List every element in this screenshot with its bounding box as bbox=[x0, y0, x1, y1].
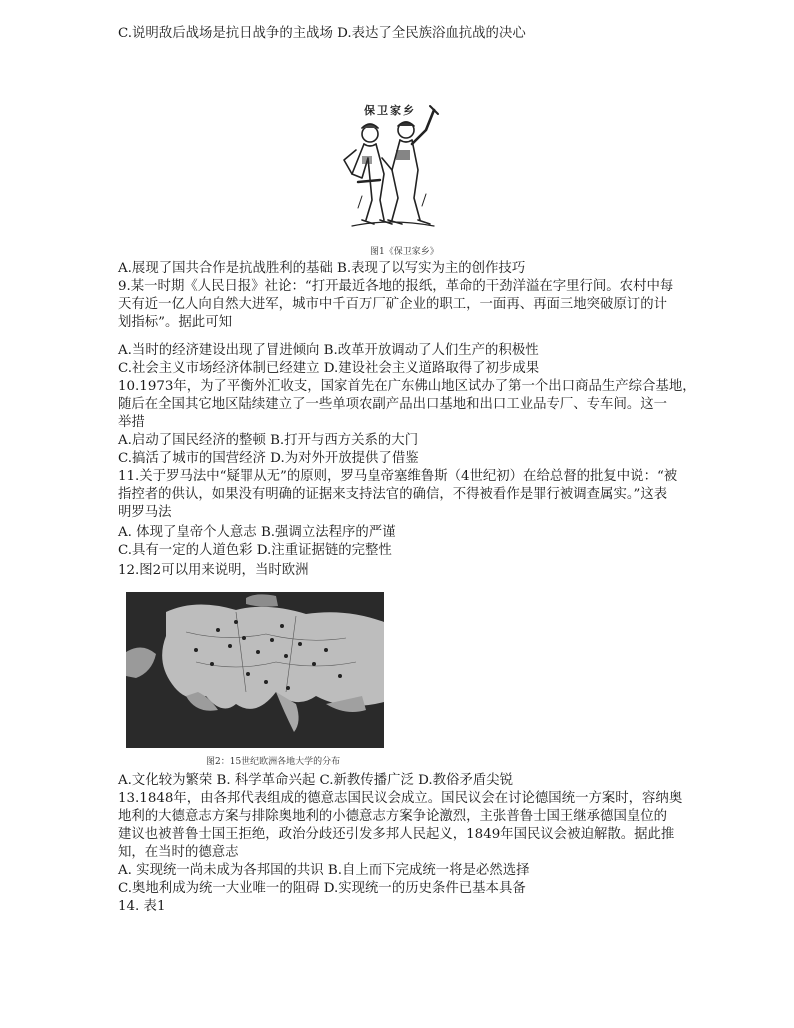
question-8-option-ab: A.展现了国共合作是抗战胜利的基础 B.表现了以写实为主的创作技巧 bbox=[118, 261, 526, 276]
question-13-option-ab: A. 实现统一尚未成为各邦国的共识 B.自上而下完成统一将是必然选择 bbox=[118, 863, 530, 878]
figure-1-caption: 图1《保卫家乡》 bbox=[370, 247, 439, 257]
question-12-stem: 12.图2可以用来说明，当时欧洲 bbox=[118, 563, 309, 578]
question-11-stem-line-1: 11.关于罗马法中“疑罪从无”的原则，罗马皇帝塞维鲁斯（4世纪初）在给总督的批复中说：“被 bbox=[118, 469, 678, 484]
question-11-option-ab: A. 体现了皇帝个人意志 B.强调立法程序的严谨 bbox=[118, 525, 396, 540]
poster-illustration bbox=[322, 100, 458, 236]
figure-2-map bbox=[126, 592, 384, 748]
question-13-stem-line-3: 建议也被普鲁士国王拒绝，政治分歧还引发多邦人民起义，1849年国民议会被迫解散。据此推 bbox=[118, 827, 675, 842]
question-10-stem-line-2: 随后在全国其它地区陆续建立了一些单项农副产品出口基地和出口工业品专厂、专车间。这一 bbox=[118, 397, 668, 412]
question-9-option-ab: A.当时的经济建设出现了冒进倾向 B.改革开放调动了人们生产的积极性 bbox=[118, 343, 539, 358]
question-13-stem-line-4: 知，在当时的德意志 bbox=[118, 845, 239, 860]
question-14-stem: 14. 表1 bbox=[118, 899, 166, 914]
question-11-stem-line-2: 指控者的供认，如果没有明确的证据来支持法官的确信，不得被看作是罪行被调查属实。”这表 bbox=[118, 487, 668, 502]
question-11-option-cd: C.具有一定的人道色彩 D.注重证据链的完整性 bbox=[118, 543, 392, 558]
question-9-stem-line-3: 划指标”。据此可知 bbox=[118, 315, 232, 330]
question-12-options: A.文化较为繁荣 B. 科学革命兴起 C.新教传播广泛 D.教俗矛盾尖锐 bbox=[118, 773, 513, 788]
question-11-stem-line-3: 明罗马法 bbox=[118, 505, 172, 520]
europe-map-illustration bbox=[126, 592, 384, 748]
figure-2-caption: 图2：15世纪欧洲各地大学的分布 bbox=[206, 757, 341, 767]
question-8-option-cd: C.说明敌后战场是抗日战争的主战场 D.表达了全民族浴血抗战的决心 bbox=[118, 26, 526, 41]
question-13-stem-line-1: 13.1848年，由各邦代表组成的德意志国民议会成立。国民议会在讨论德国统一方案时，容纳奥 bbox=[118, 791, 683, 806]
figure-1-poster bbox=[322, 100, 458, 236]
question-10-stem-line-3: 举措 bbox=[118, 415, 145, 430]
question-13-option-cd: C.奥地利成为统一大业唯一的阻碍 D.实现统一的历史条件已基本具备 bbox=[118, 881, 526, 896]
question-9-stem-line-1: 9.某一时期《人民日报》社论：“打开最近各地的报纸，革命的干劲洋溢在字里行间。农村中每 bbox=[118, 279, 674, 294]
question-9-option-cd: C.社会主义市场经济体制已经建立 D.建设社会主义道路取得了初步成果 bbox=[118, 361, 540, 376]
question-9-stem-line-2: 天有近一亿人向自然大进军，城市中千百万厂矿企业的职工，一面再、再面三地突破原订的计 bbox=[118, 297, 668, 312]
question-10-option-cd: C.搞活了城市的国营经济 D.为对外开放提供了借鉴 bbox=[118, 451, 419, 466]
question-10-option-ab: A.启动了国民经济的整顿 B.打开与西方关系的大门 bbox=[118, 433, 419, 448]
poster-title: 保卫家乡 bbox=[364, 104, 416, 117]
question-10-stem-line-1: 10.1973年，为了平衡外汇收支，国家首先在广东佛山地区试办了第一个出口商品生产综合基地， bbox=[118, 379, 696, 394]
question-13-stem-line-2: 地利的大德意志方案与排除奥地利的小德意志方案争论激烈，主张普鲁士国王继承德国皇位的 bbox=[118, 809, 668, 824]
